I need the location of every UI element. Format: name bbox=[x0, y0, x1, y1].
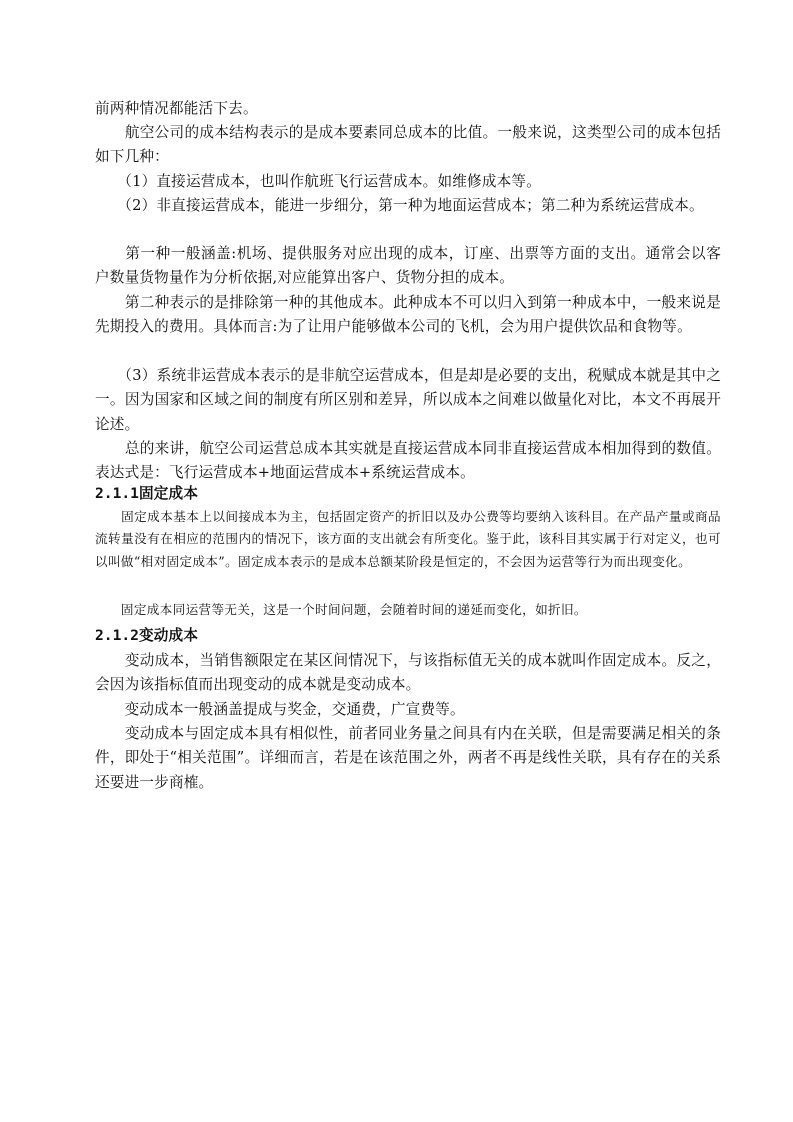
paragraph-ground-cost: 第一种一般涵盖:机场、提供服务对应出现的成本，订座、出票等方面的支出。通常会以客户数量货物量作为分析依据,对应能算出客户、货物分担的成本。 bbox=[95, 245, 721, 287]
paragraph-variable-cost-relation: 变动成本与固定成本具有相似性，前者同业务量之间具有内在关联，但是需要满足相关的条件，即处于“相关范围”。详细而言，若是在该范围之外，两者不再是线性关联，具有存在的关系还要进一步商榷。 bbox=[95, 725, 721, 791]
paragraph-continuation: 前两种情况都能活下去。 bbox=[95, 100, 258, 117]
paragraph-variable-cost-items: 变动成本一般涵盖提成与奖金，交通费，广宣费等。 bbox=[95, 701, 465, 718]
list-item-non-operating-cost: （3）系统非运营成本表示的是非航空运营成本，但是却是必要的支出，税赋成本就是其中之一。因为国家和区域之间的制度有所区别和差异，所以成本之间难以做量化对比，本文不再展开论述。 bbox=[95, 367, 721, 433]
section-heading-fixed-cost bbox=[95, 484, 198, 504]
paragraph-fixed-cost-time: 固定成本同运营等无关，这是一个时间问题，会随着时间的递延而变化，如折旧。 bbox=[95, 602, 587, 617]
section-heading-variable-cost bbox=[95, 626, 198, 646]
section-number: 2.1.2 bbox=[95, 627, 139, 644]
paragraph-summary: 总的来讲，航空公司运营总成本其实就是直接运营成本同非直接运营成本相加得到的数值。表达式是：飞行运营成本+地面运营成本+系统运营成本。 bbox=[95, 440, 721, 482]
list-item-direct-cost: （1）直接运营成本，也叫作航班飞行运营成本。如维修成本等。 bbox=[95, 173, 542, 190]
paragraph-system-cost: 第二种表示的是排除第一种的其他成本。此种成本不可以归入到第一种成本中，一般来说是先期投入的费用。具体而言:为了让用户能够做本公司的飞机，会为用户提供饮品和食物等。 bbox=[95, 294, 721, 336]
section-title: 固定成本 bbox=[138, 485, 199, 502]
paragraph-variable-cost-definition: 变动成本，当销售额限定在某区间情况下，与该指标值无关的成本就叫作固定成本。反之，会因为该指标值而出现变动的成本就是变动成本。 bbox=[95, 652, 721, 694]
paragraph-cost-structure: 航空公司的成本结构表示的是成本要素同总成本的比值。一般来说，这类型公司的成本包括如下几种： bbox=[95, 124, 721, 166]
section-number: 2.1.1 bbox=[95, 485, 139, 502]
list-item-indirect-cost: （2）非直接运营成本，能进一步细分，第一种为地面运营成本；第二种为系统运营成本。 bbox=[95, 197, 704, 214]
section-title: 变动成本 bbox=[138, 627, 199, 644]
paragraph-fixed-cost-definition: 固定成本基本上以间接成本为主，包括固定资产的折旧以及办公费等均要纳入该科目。在产品产量或商品流转量没有在相应的范围内的情况下，该方面的支出就会有所变化。鉴于此，该科目其实属于行对定义，也可以叫做“相对固定成本”。固定成本表示的是成本总额某阶段是恒定的，不会因为运营等行为而出现变化。 bbox=[95, 509, 721, 569]
